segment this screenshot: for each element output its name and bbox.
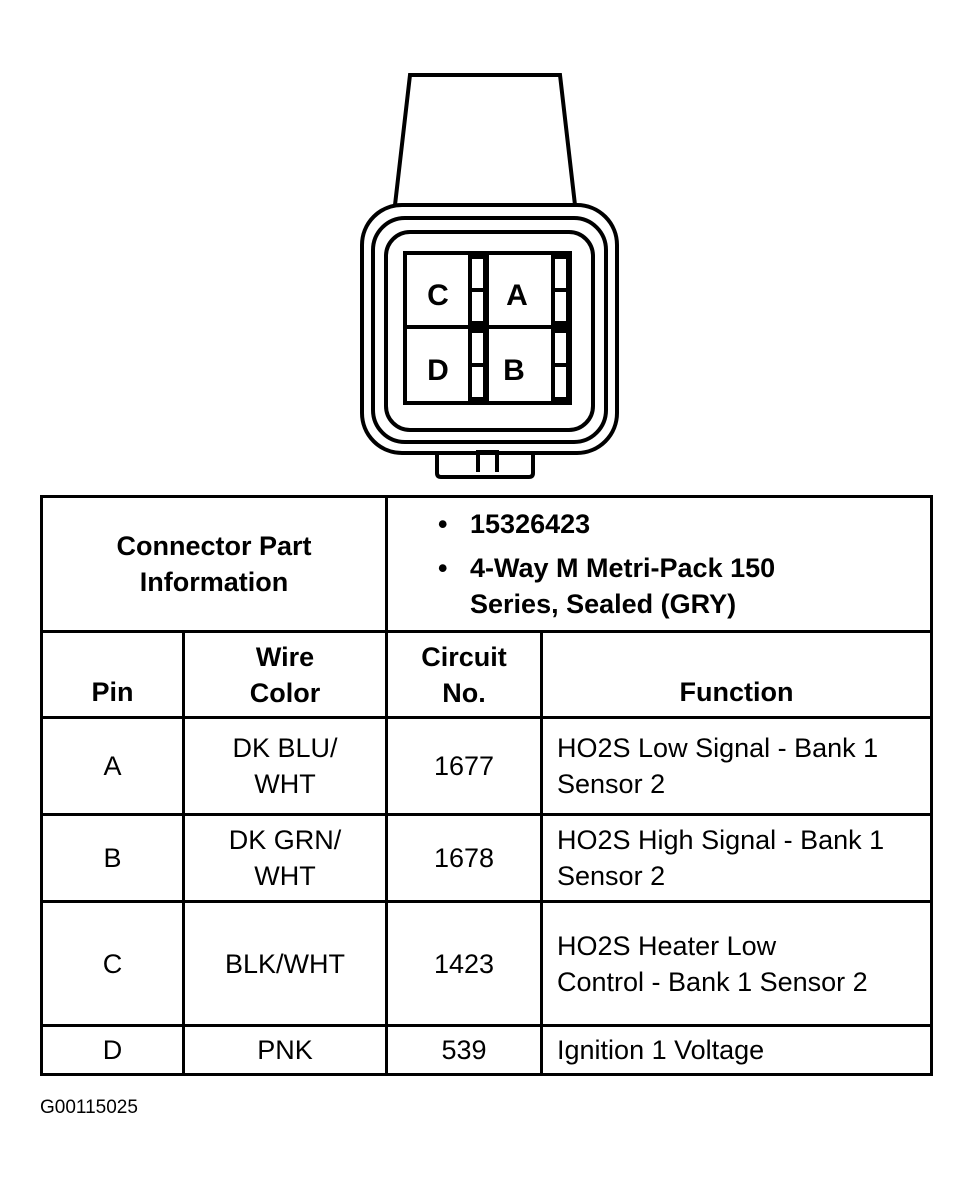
part-info-label: Connector Part Information — [42, 497, 387, 632]
circuit-cell: 1423 — [387, 902, 542, 1026]
wire-color-cell: BLK/WHT — [184, 902, 387, 1026]
function-cell: HO2S Heater Low Control - Bank 1 Sensor 2 — [542, 902, 932, 1026]
header-function: Function — [542, 632, 932, 718]
header-wire-color: Wire Color — [184, 632, 387, 718]
wire-color-cell: DK BLU/ WHT — [184, 718, 387, 815]
circuit-cell: 1677 — [387, 718, 542, 815]
function-cell: HO2S Low Signal - Bank 1 Sensor 2 — [542, 718, 932, 815]
pin-cell: B — [42, 815, 184, 902]
circuit-cell: 539 — [387, 1026, 542, 1075]
table-row — [42, 902, 932, 1026]
function-cell: Ignition 1 Voltage — [542, 1026, 932, 1075]
pin-label-d: D — [427, 354, 449, 387]
part-info-row — [42, 497, 932, 632]
pin-cell: C — [42, 902, 184, 1026]
part-description: • 4-Way M Metri-Pack 150 Series, Sealed (GRY) — [438, 550, 860, 622]
pin-label-b: B — [503, 354, 525, 387]
header-circuit-no: Circuit No. — [387, 632, 542, 718]
wire-color-cell: DK GRN/ WHT — [184, 815, 387, 902]
locking-tab — [437, 453, 533, 477]
table-row — [42, 815, 932, 902]
header-pin: Pin — [42, 632, 184, 718]
table-row — [42, 1026, 932, 1075]
connector-face-diagram — [0, 0, 970, 490]
pin-label-a: A — [506, 279, 528, 312]
part-number: • 15326423 — [438, 506, 924, 542]
pin-cell: D — [42, 1026, 184, 1075]
circuit-cell: 1678 — [387, 815, 542, 902]
figure-id-caption: G00115025 — [40, 1097, 138, 1118]
connector-body-top — [395, 75, 575, 205]
pin-label-c: C — [427, 279, 449, 312]
connector-pinout-table — [40, 495, 933, 1076]
header-row — [42, 632, 932, 718]
part-info-list — [387, 497, 932, 632]
function-cell: HO2S High Signal - Bank 1 Sensor 2 — [542, 815, 932, 902]
wire-color-cell: PNK — [184, 1026, 387, 1075]
pin-cell: A — [42, 718, 184, 815]
table-row — [42, 718, 932, 815]
